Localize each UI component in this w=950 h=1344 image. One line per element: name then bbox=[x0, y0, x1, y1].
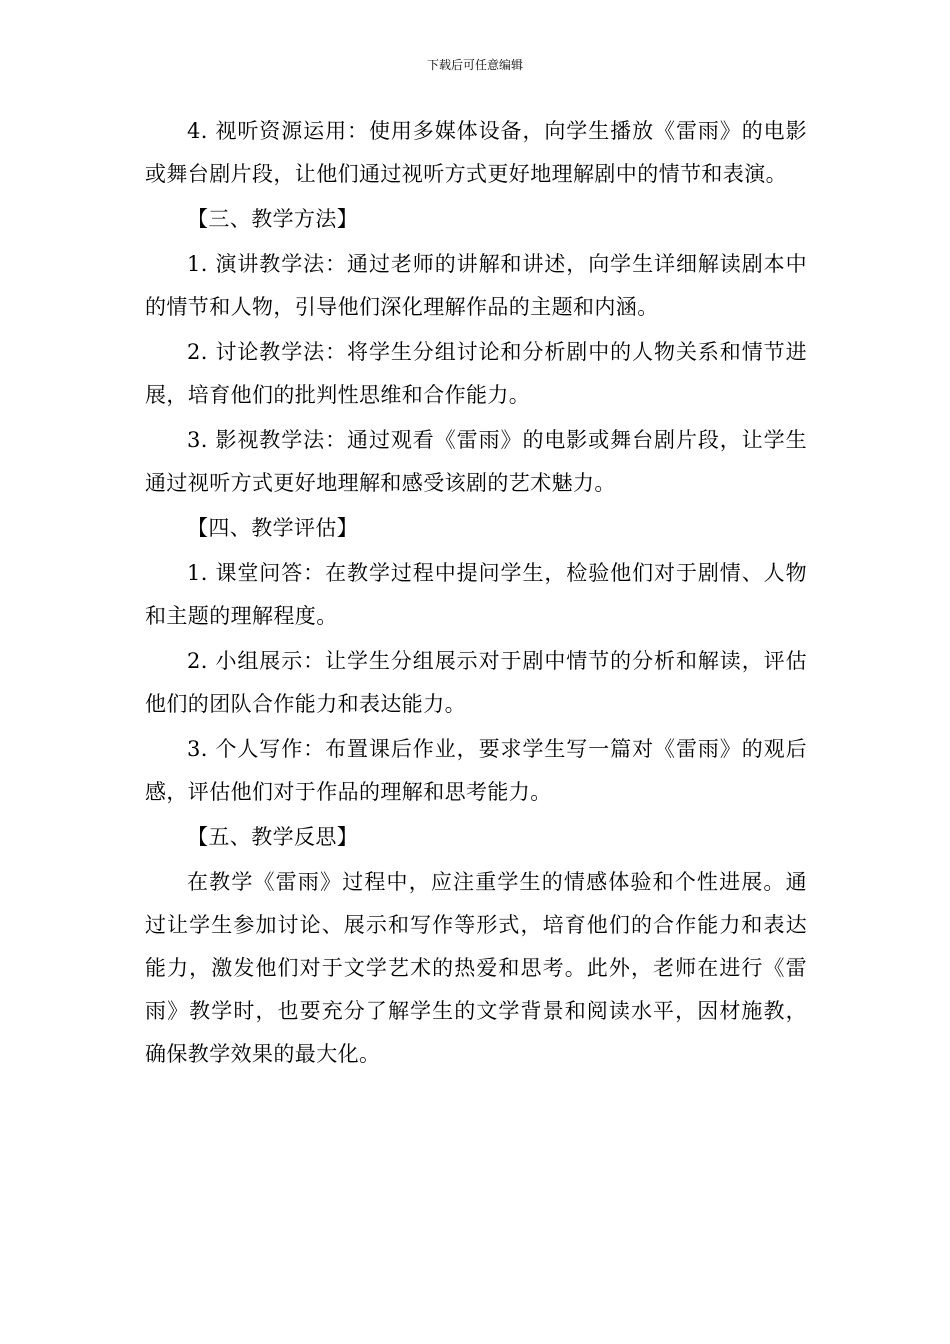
method-item-film: 3. 影视教学法：通过观看《雷雨》的电影或舞台剧片段，让学生通过视听方式更好地理解和感受该剧的艺术魅力。 bbox=[145, 428, 807, 495]
method-item-discussion: 2. 讨论教学法：将学生分组讨论和分析剧中的人物关系和情节进展，培育他们的批判性思维和合作能力。 bbox=[145, 340, 807, 407]
reflection-paragraph: 在教学《雷雨》过程中，应注重学生的情感体验和个性进展。通过让学生参加讨论、展示和写作等形式，培育他们的合作能力和表达能力，激发他们对于文学艺术的热爱和思考。此外，老师在进行《雷雨》教学时，也要充分了解学生的文学背景和阅读水平，因材施教，确保教学效果的最大化。 bbox=[145, 870, 807, 1066]
document-body bbox=[145, 110, 807, 1078]
method-item-lecture: 1. 演讲教学法：通过老师的讲解和讲述，向学生详细解读剧本中的情节和人物，引导他们深化理解作品的主题和内涵。 bbox=[145, 252, 807, 319]
section-title-teaching-methods: 【三、教学方法】 bbox=[187, 207, 359, 231]
assessment-item-group: 2. 小组展示：让学生分组展示对于剧中情节的分析和解读，评估他们的团队合作能力和表达能力。 bbox=[145, 649, 807, 716]
assessment-item-writing: 3. 个人写作：布置课后作业，要求学生写一篇对《雷雨》的观后感，评估他们对于作品的理解和思考能力。 bbox=[145, 737, 807, 804]
section-title-reflection: 【五、教学反思】 bbox=[187, 825, 359, 849]
paragraph-av-resources: 4. 视听资源运用：使用多媒体设备，向学生播放《雷雨》的电影或舞台剧片段，让他们通过视听方式更好地理解剧中的情节和表演。 bbox=[145, 119, 807, 186]
assessment-item-qa: 1. 课堂问答：在教学过程中提问学生，检验他们对于剧情、人物和主题的理解程度。 bbox=[145, 561, 807, 628]
section-title-assessment: 【四、教学评估】 bbox=[187, 516, 359, 540]
page-header-note: 下载后可任意编辑 bbox=[426, 58, 523, 72]
